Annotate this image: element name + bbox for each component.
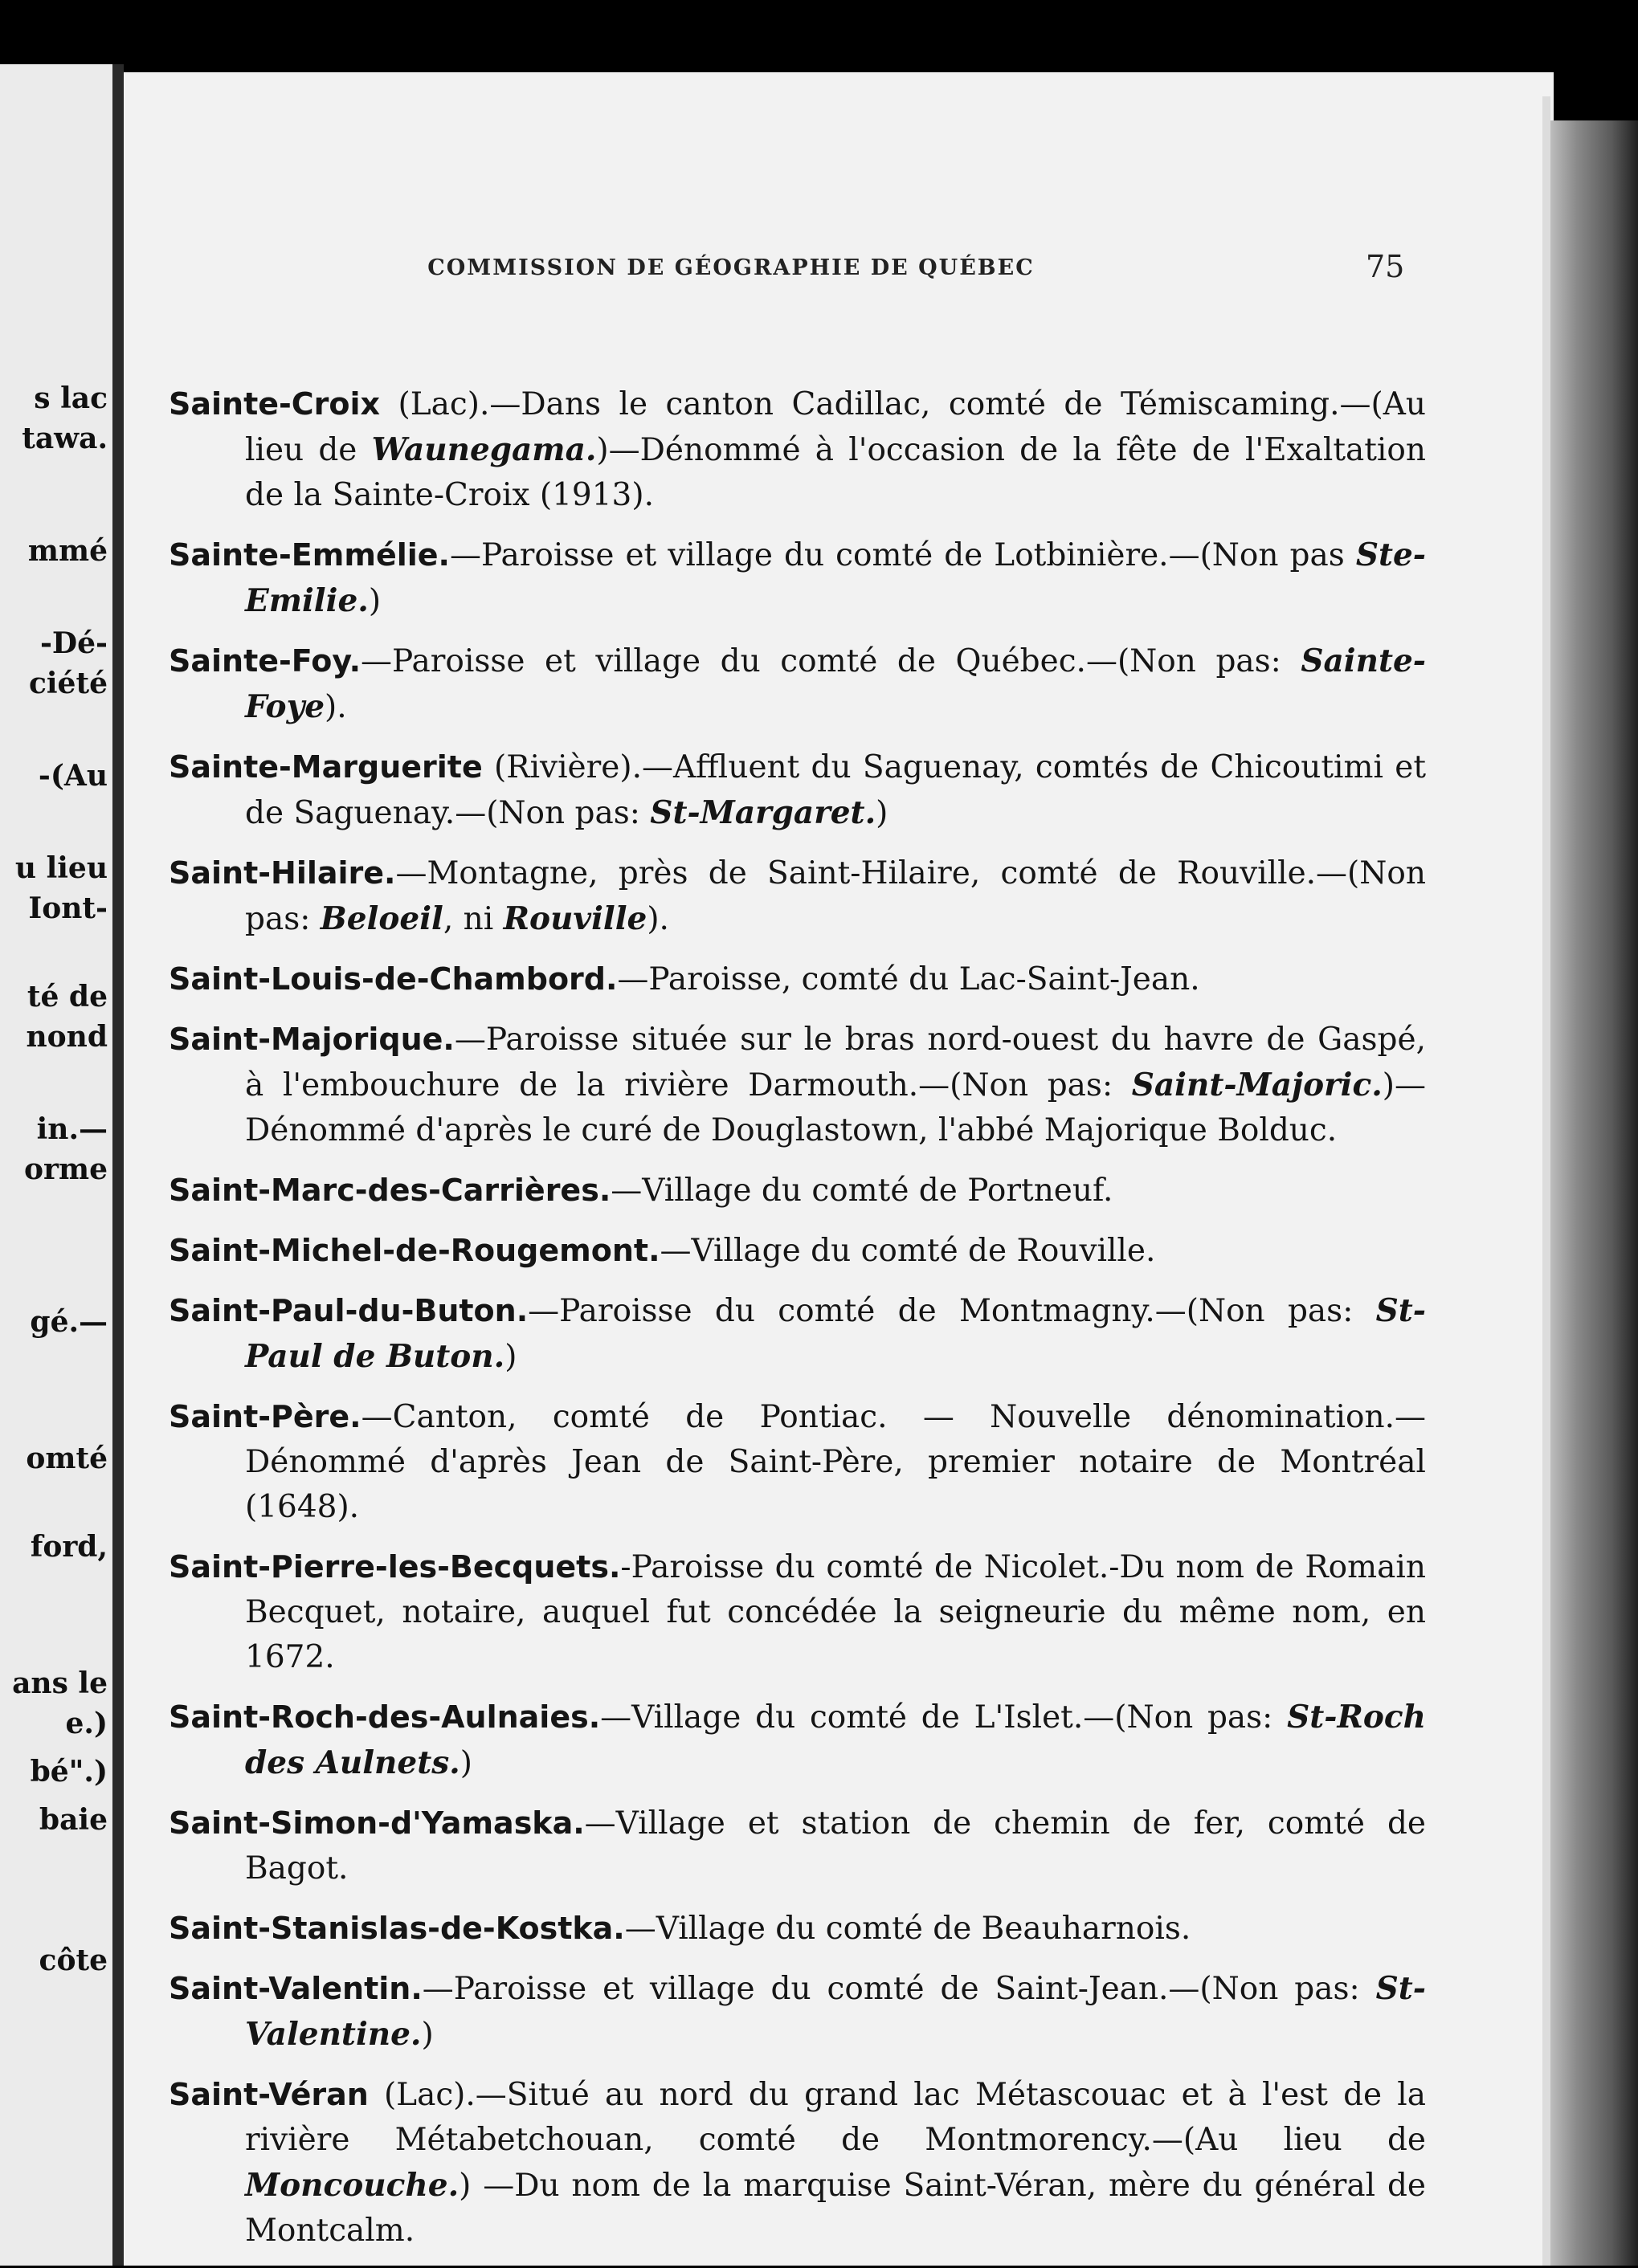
prev-page-fragment: té de	[27, 980, 108, 1014]
entry-body: ).	[325, 689, 347, 725]
previous-page-edge	[0, 64, 112, 2266]
entry-body: —Paroisse, comté du Lac-Saint-Jean.	[617, 961, 1200, 997]
prev-page-fragment: in.—	[36, 1112, 108, 1146]
gazetteer-entry	[169, 381, 1426, 518]
entry-headword: Saint-Marc-des-Carrières.	[169, 1173, 611, 1208]
gazetteer-entry	[169, 1017, 1426, 1153]
entry-body: .—Situé au nord du grand lac Métascouac et à l'est de la rivière Métabetchouan, comté de Montmorency.—(Au lieu de	[245, 2077, 1426, 2158]
entry-headword: Saint-Valentin.	[169, 1971, 423, 2006]
entry-body: )	[460, 1745, 472, 1781]
entry-headword: Saint-Paul-du-Buton.	[169, 1293, 529, 1328]
entry-headword: Saint-Roch-des-Aulnaies.	[169, 1699, 601, 1735]
entry-body: )	[368, 583, 382, 619]
running-head: COMMISSION DE GÉOGRAPHIE DE QUÉBEC	[427, 255, 1035, 280]
entry-headword: Saint-Pierre-les-Becquets.	[169, 1549, 621, 1585]
gazetteer-entry	[169, 1394, 1426, 1530]
gazetteer-entry	[169, 638, 1426, 730]
entry-body: )	[876, 795, 888, 831]
gazetteer-entry	[169, 744, 1426, 836]
entry-body: —Montagne, près de Saint-Hilaire, comté de Rouville.—(Non pas:	[245, 855, 1426, 937]
entry-body: .—Affluent du Saguenay, comtés de Chicoutimi et de Saguenay.—(Non pas:	[245, 749, 1426, 831]
prev-page-fragment: ciété	[28, 667, 108, 700]
entry-qualifier: (Lac)	[380, 386, 480, 422]
entry-italic-name: Moncouche.	[245, 2167, 460, 2204]
gazetteer-entry	[169, 1801, 1426, 1891]
book-gutter	[112, 64, 124, 2266]
entry-italic-name: Sainte-Foye	[245, 642, 1426, 725]
gazetteer-entry	[169, 532, 1426, 624]
entry-body: —Paroisse et village du comté de Québec.—(Non pas:	[361, 643, 1301, 679]
entry-body: )—Dénommé à l'occasion de la fête de l'Exaltation de la Sainte-Croix (1913).	[245, 432, 1427, 513]
prev-page-fragment: orme	[24, 1152, 108, 1186]
entry-headword: Saint-Stanislas-de-Kostka.	[169, 1911, 625, 1946]
entry-body: —Village du comté de L'Islet.—(Non pas:	[600, 1699, 1288, 1736]
entry-body: —Village du comté de Portneuf.	[611, 1173, 1113, 1209]
entry-body: -Paroisse du comté de Nicolet.-Du nom de Romain Becquet, notaire, auquel fut concédée la seigneurie du même nom, en 1672.	[245, 1549, 1426, 1675]
entry-body: , ni	[443, 901, 504, 937]
entry-headword: Saint-Michel-de-Rougemont.	[169, 1233, 660, 1268]
page-shadow	[1550, 120, 1638, 2266]
entry-body: )	[504, 1339, 517, 1375]
prev-page-fragment: omté	[26, 1442, 108, 1475]
gazetteer-entry	[169, 2072, 1426, 2254]
prev-page-fragment: baie	[39, 1803, 108, 1837]
entry-italic-name: Waunegama.	[371, 431, 597, 468]
prev-page-fragment: mmé	[27, 534, 108, 568]
entry-headword: Saint-Louis-de-Chambord.	[169, 961, 618, 997]
gazetteer-entry	[169, 1288, 1426, 1380]
gazetteer-entry	[169, 1695, 1426, 1786]
prev-page-fragment: gé.—	[30, 1305, 108, 1339]
entry-body: —Village et station de chemin de fer, comté de Bagot.	[245, 1805, 1426, 1887]
entry-headword: Sainte-Marguerite	[169, 749, 483, 785]
gazetteer-entry	[169, 1966, 1426, 2058]
prev-page-fragment: -Dé-	[39, 626, 108, 660]
prev-page-fragment: côte	[39, 1944, 108, 1977]
page-number: 75	[1366, 249, 1405, 284]
entry-italic-name: St-Roch des Aulnets.	[245, 1699, 1426, 1781]
gazetteer-entry	[169, 1544, 1426, 1680]
gazetteer-entry	[169, 1906, 1426, 1952]
entry-headword: Sainte-Foy.	[169, 643, 362, 679]
entry-italic-name: St-Valentine.	[245, 1970, 1426, 2053]
entry-headword: Saint-Père.	[169, 1399, 362, 1434]
entry-italic-name: Ste-Emilie.	[245, 536, 1426, 619]
entry-body: —Paroisse et village du comté de Lotbinière.—(Non pas	[449, 537, 1356, 573]
prev-page-fragment: Iont-	[28, 891, 108, 925]
entry-body: —Paroisse et village du comté de Saint-Jean.—(Non pas:	[422, 1971, 1376, 2007]
entry-headword: Saint-Simon-d'Yamaska.	[169, 1805, 585, 1841]
entry-headword: Saint-Véran	[169, 2077, 369, 2112]
entry-body: )	[421, 2017, 434, 2053]
entry-qualifier: (Rivière)	[482, 749, 632, 785]
entry-italic-name: St-Margaret.	[650, 794, 876, 831]
entry-body: —Canton, comté de Pontiac. — Nouvelle dénomination.—Dénommé d'après Jean de Saint-Père, premier notaire de Montréal (1648).	[245, 1399, 1426, 1525]
entry-headword: Saint-Hilaire.	[169, 855, 396, 891]
prev-page-fragment: e.)	[65, 1707, 108, 1740]
entry-headword: Sainte-Emmélie.	[169, 537, 450, 573]
prev-page-fragment: ans le	[12, 1666, 108, 1700]
prev-page-fragment: ford,	[30, 1530, 108, 1564]
entry-body: —Paroisse située sur le bras nord-ouest du havre de Gaspé, à l'embouchure de la rivière Darmouth.—(Non pas:	[245, 1022, 1426, 1103]
entry-qualifier: (Lac)	[368, 2077, 466, 2113]
prev-page-fragment: bé".)	[30, 1755, 108, 1789]
page-edge	[1542, 96, 1550, 2266]
prev-page-fragment: nond	[26, 1020, 108, 1054]
gazetteer-entry	[169, 957, 1426, 1002]
prev-page-fragment: tawa.	[22, 422, 108, 455]
entry-body: —Paroisse du comté de Montmagny.—(Non pas:	[528, 1293, 1376, 1329]
gazetteer-entry	[169, 850, 1426, 942]
entry-headword: Saint-Majorique.	[169, 1022, 455, 1057]
entry-italic-name: Rouville	[503, 900, 647, 937]
prev-page-fragment: u lieu	[14, 851, 108, 885]
entry-body: —Village du comté de Beauharnois.	[624, 1911, 1191, 1947]
prev-page-fragment: -(Au	[38, 759, 108, 793]
gazetteer-entries	[169, 381, 1426, 2268]
entry-italic-name: Beloeil	[320, 900, 443, 937]
entry-body: )—Dénommé d'après le curé de Douglastown, l'abbé Majorique Bolduc.	[245, 1067, 1426, 1148]
gazetteer-entry	[169, 1228, 1426, 1274]
prev-page-fragment: s lac	[34, 381, 108, 415]
entry-italic-name: St-Paul de Buton.	[245, 1292, 1426, 1375]
entry-body: ).	[647, 901, 669, 937]
entry-headword: Sainte-Croix	[169, 386, 381, 422]
entry-body: .—Dans le canton Cadillac, comté de Témiscaming.—(Au lieu de	[245, 386, 1427, 468]
gazetteer-entry	[169, 1168, 1426, 1214]
entry-italic-name: Saint-Majoric.	[1131, 1067, 1383, 1103]
entry-body: ) —Du nom de la marquise Saint-Véran, mère du général de Montcalm.	[245, 2168, 1426, 2249]
entry-body: —Village du comté de Rouville.	[660, 1233, 1156, 1269]
